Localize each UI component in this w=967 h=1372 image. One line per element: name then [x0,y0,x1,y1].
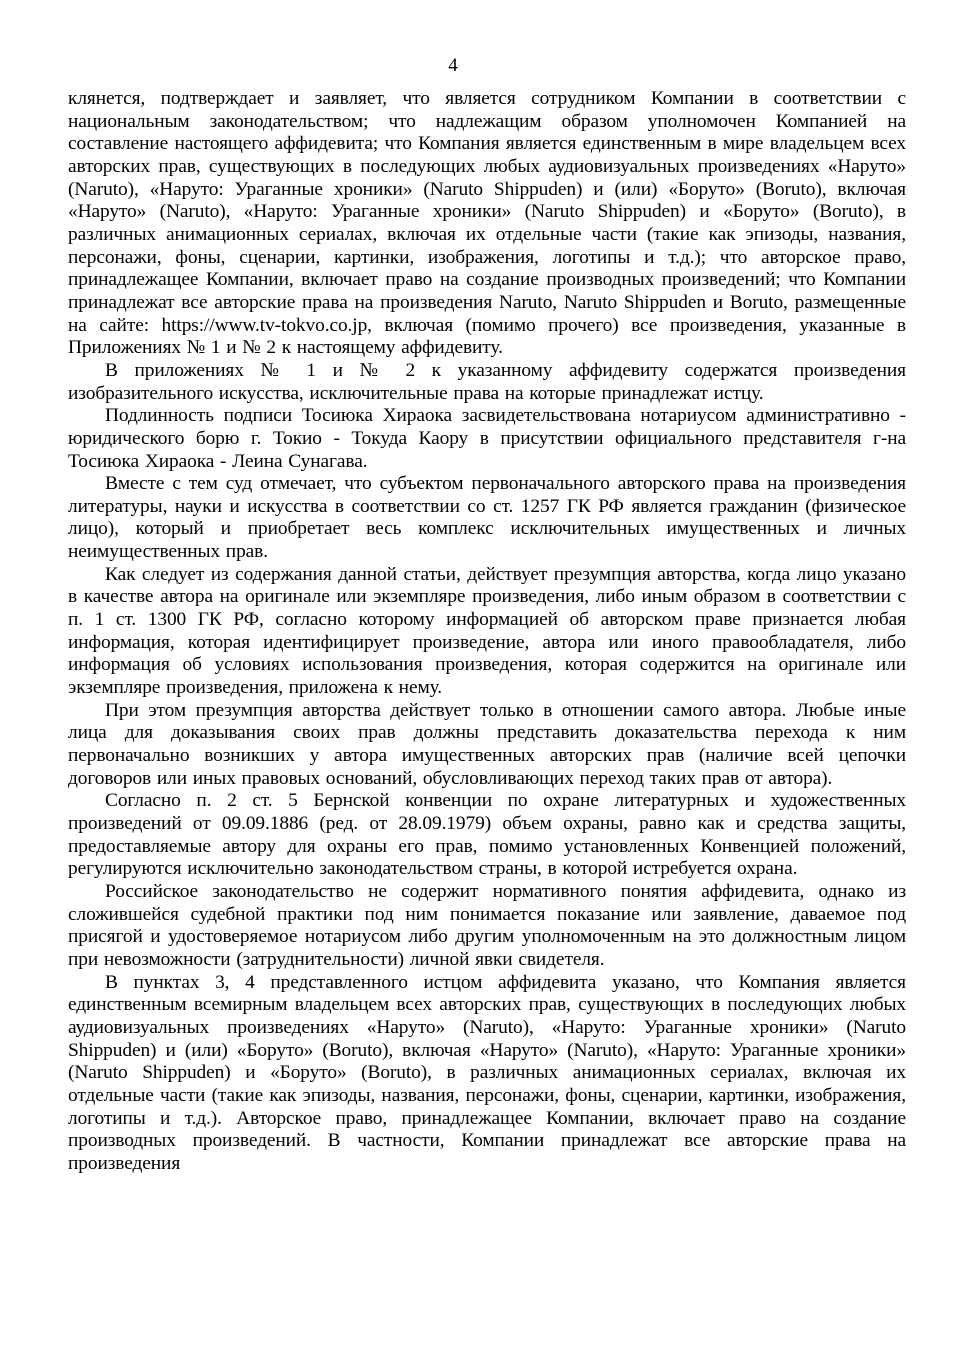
paragraph: В пунктах 3, 4 представленного истцом аффидевита указано, что Компания является единственным всемирным владельцем всех авторских прав, существующих в последующих любых аудиовизуальных произведениях «Наруто» (Naruto), «Наруто: Ураганные хроники» (Naruto Shippuden) и (или) «Боруто» (Boruto), включая «Наруто» (Naruto), «Наруто: Ураганные хроники» (Naruto Shippuden) и «Боруто» (Boruto), в различных анимационных сериалах, включая их отдельные части (такие как эпизоды, названия, персонажи, фоны, сценарии, картинки, изображения, логотипы и т.д.). Авторское право, принадлежащее Компании, включает право на создание производных произведений. В частности, Компании принадлежат все авторские права на произведения [68,971,906,1174]
paragraph: При этом презумпция авторства действует только в отношении самого автора. Любые иные лица для доказывания своих прав должны представить доказательства перехода к ним первоначально возникших у автора имущественных авторских прав (наличие всей цепочки договоров или иных правовых оснований, обусловливающих переход таких прав от автора). [68,699,906,789]
document-body [68,88,906,1176]
paragraph: Вместе с тем суд отмечает, что субъектом первоначального авторского права на произведения литературы, науки и искусства в соответствии со ст. 1257 ГК РФ является гражданин (физическое лицо), который и приобретает весь комплекс исключительных имущественных и личных неимущественных прав. [68,473,906,563]
paragraph: В приложениях № 1 и № 2 к указанному аффидевиту содержатся произведения изобразительного искусства, исключительные права на которые принадлежат истцу. [68,359,906,404]
paragraph: Подлинность подписи Тосиюка Хираока засвидетельствована нотариусом административно - юридического борю г. Токио - Токуда Каору в присутствии официального представителя г-на Тосиюка Хираока - Леина Сунагава. [68,405,906,472]
paragraph: Российское законодательство не содержит нормативного понятия аффидевита, однако из сложившейся судебной практики под ним понимается показание или заявление, даваемое под присягой и удостоверяемое нотариусом либо другим уполномоченным на это должностным лицом при невозможности (затруднительности) личной явки свидетеля. [68,880,906,970]
paragraph: Как следует из содержания данной статьи, действует презумпция авторства, когда лицо указано в качестве автора на оригинале или экземпляре произведения, либо иным образом в соответствии с п. 1 ст. 1300 ГК РФ, согласно которому информацией об авторском праве признается любая информация, которая идентифицирует произведение, автора или иного правообладателя, либо информация об условиях использования произведения, которая содержится на оригинале или экземпляре произведения, приложена к нему. [68,563,906,699]
page-number: 4 [448,55,458,76]
paragraph: Согласно п. 2 ст. 5 Бернской конвенции по охране литературных и художественных произведений от 09.09.1886 (ред. от 28.09.1979) объем охраны, равно как и средства защиты, предоставляемые автору для охраны его прав, помимо установленных Конвенцией положений, регулируются исключительно законодательством страны, в которой истребуется охрана. [68,790,906,880]
paragraph: клянется, подтверждает и заявляет, что является сотрудником Компании в соответствии с национальным законодательством; что надлежащим образом уполномочен Компанией на составление настоящего аффидевита; что Компания является единственным в мире владельцем всех авторских прав, существующих в последующих любых аудиовизуальных произведениях «Наруто» (Naruto), «Наруто: Ураганные хроники» (Naruto Shippuden) и (или) «Боруто» (Boruto), включая «Наруто» (Naruto), «Наруто: Ураганные хроники» (Naruto Shippuden) и «Боруто» (Boruto), в различных анимационных сериалах, включая их отдельные части (такие как эпизоды, названия, персонажи, фоны, сценарии, картинки, изображения, логотипы и т.д.); что авторское право, принадлежащее Компании, включает право на создание производных произведений; что Компании принадлежат все авторские права на произведения Naruto, Naruto Shippuden и Boruto, размещенные на сайте: https://www.tv-tokvo.co.jp, включая (помимо прочего) все произведения, указанные в Приложениях № 1 и № 2 к настоящему аффидевиту. [68,88,906,359]
